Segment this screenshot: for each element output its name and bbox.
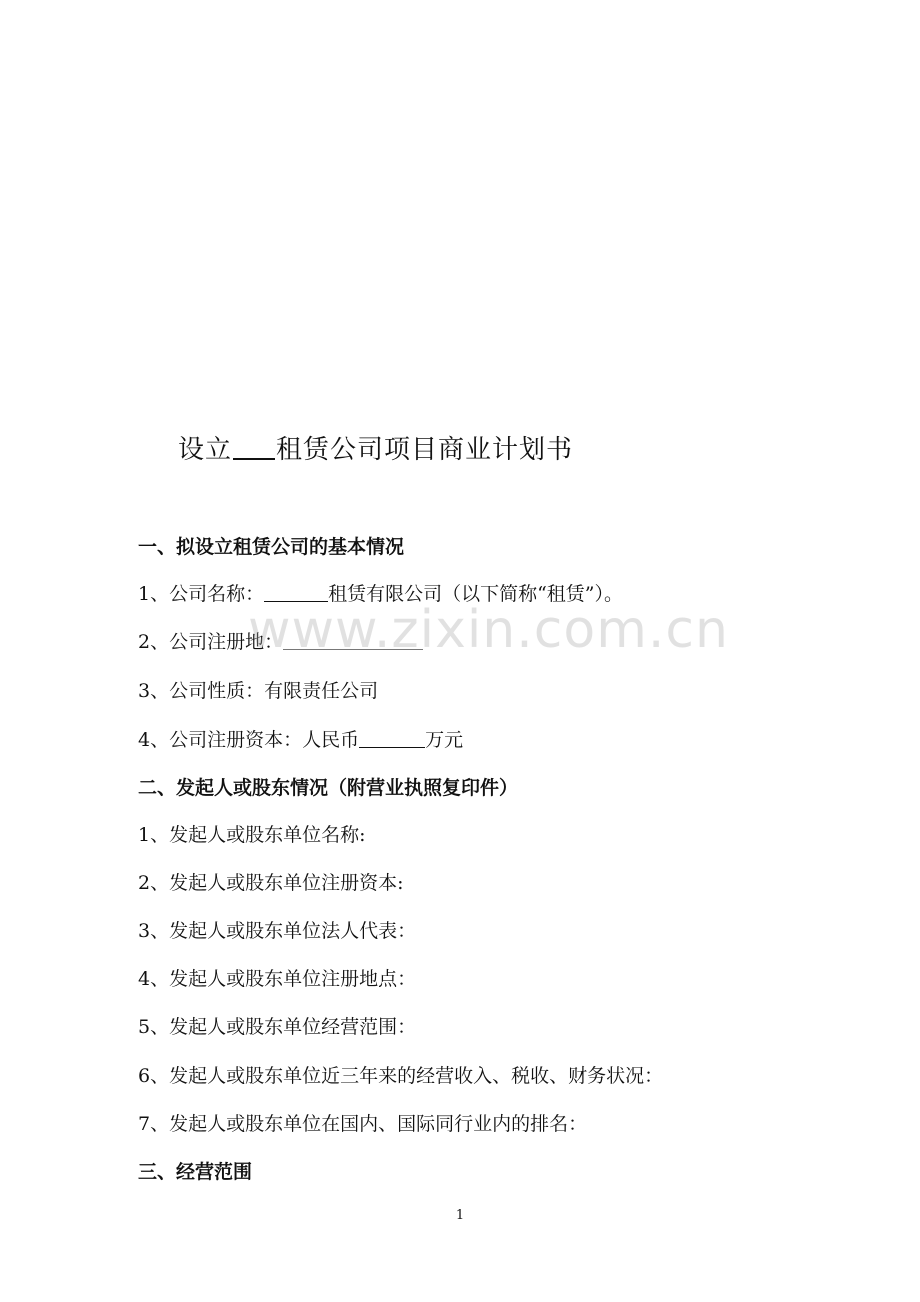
section2-item: 3、发起人或股东单位法人代表：: [138, 920, 417, 942]
page-number: 1: [455, 1208, 465, 1223]
watermark: www.zixin.com.cn: [248, 600, 729, 660]
section2-item: 2、发起人或股东单位注册资本:: [138, 872, 404, 894]
registered-capital-blank: [359, 727, 425, 748]
section1-item-registered-capital: [138, 725, 463, 755]
registered-capital-label: 4、公司注册资本：人民币: [138, 729, 360, 751]
registered-address-blank: [283, 629, 423, 650]
title-suffix: 租赁公司项目商业计划书: [276, 435, 574, 465]
section1-heading: 一、拟设立租赁公司的基本情况: [138, 536, 405, 558]
section2-item: 5、发起人或股东单位经营范围：: [138, 1016, 417, 1038]
company-name-blank: [264, 581, 328, 602]
section3-heading: 三、经营范围: [138, 1161, 253, 1183]
section1-item-company-type: 3、公司性质：有限责任公司: [138, 680, 379, 702]
section2-heading: 二、发起人或股东情况（附营业执照复印件）: [138, 777, 519, 799]
title-blank: [233, 432, 275, 460]
title-prefix: 设立: [178, 435, 233, 465]
company-name-suffix: 租赁有限公司（以下简称“租赁”）。: [328, 583, 624, 605]
section2-item: 7、发起人或股东单位在国内、国际同行业内的排名：: [138, 1113, 588, 1135]
section2-item: 4、发起人或股东单位注册地点：: [138, 968, 417, 990]
section2-item: 1、发起人或股东单位名称:: [138, 824, 366, 846]
company-name-label: 1、公司名称：: [138, 583, 265, 605]
section2-item: 6、发起人或股东单位近三年来的经营收入、税收、财务状况：: [138, 1065, 664, 1087]
document-title: [178, 430, 573, 470]
registered-address-label: 2、公司注册地：: [138, 631, 284, 653]
section1-item-registered-address: [138, 627, 423, 657]
registered-capital-unit: 万元: [425, 729, 464, 751]
section1-item-company-name: [138, 579, 623, 609]
